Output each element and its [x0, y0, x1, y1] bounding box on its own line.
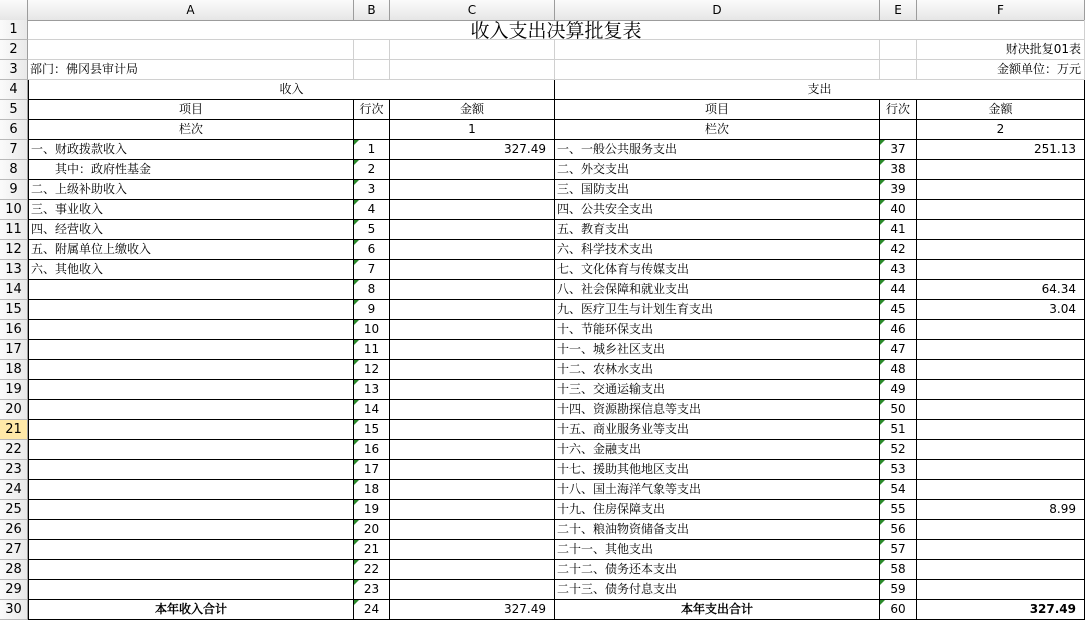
row-header[interactable]: 22	[0, 440, 28, 460]
expense-item[interactable]: 二十二、债务还本支出	[555, 560, 880, 580]
income-amount[interactable]	[390, 340, 555, 360]
income-amount-header[interactable]: 金额	[390, 100, 555, 120]
expense-row-no[interactable]: 43	[880, 260, 917, 280]
table-row	[28, 240, 1085, 260]
income-item-header[interactable]: 项目	[28, 100, 354, 120]
expense-item[interactable]: 十六、金融支出	[555, 440, 880, 460]
row-header[interactable]: 6	[0, 120, 28, 140]
expense-row-no[interactable]: 50	[880, 400, 917, 420]
income-row-no[interactable]: 1	[354, 140, 390, 160]
expense-item[interactable]: 二十三、债务付息支出	[555, 580, 880, 600]
column-header-f[interactable]: F	[917, 0, 1085, 20]
income-item[interactable]	[28, 280, 354, 300]
expense-total-row-no[interactable]: 60	[880, 600, 917, 620]
table-row	[28, 460, 1085, 480]
income-item[interactable]	[28, 580, 354, 600]
expense-item[interactable]: 十二、农林水支出	[555, 360, 880, 380]
sheet-grid[interactable]	[28, 20, 1085, 620]
income-amount[interactable]	[390, 260, 555, 280]
income-item[interactable]: 其中：政府性基金	[28, 160, 354, 180]
cell[interactable]	[354, 60, 390, 80]
income-row-no[interactable]: 5	[354, 220, 390, 240]
expense-item[interactable]: 八、社会保障和就业支出	[555, 280, 880, 300]
column-header-a[interactable]: A	[28, 0, 354, 20]
table-row	[28, 280, 1085, 300]
expense-amount[interactable]	[917, 420, 1085, 440]
cell[interactable]	[354, 40, 390, 60]
income-row-no[interactable]: 17	[354, 460, 390, 480]
income-amount[interactable]	[390, 540, 555, 560]
row-header[interactable]: 18	[0, 360, 28, 380]
select-all-corner[interactable]	[0, 0, 28, 20]
table-row	[28, 380, 1085, 400]
row-header[interactable]: 5	[0, 100, 28, 120]
cell[interactable]	[555, 40, 880, 60]
expense-amount[interactable]: 8.99	[917, 500, 1085, 520]
cell[interactable]	[28, 40, 354, 60]
income-item[interactable]	[28, 560, 354, 580]
income-header[interactable]: 收入	[28, 80, 555, 100]
row-header[interactable]: 15	[0, 300, 28, 320]
row-header[interactable]: 21	[0, 420, 28, 440]
expense-amount[interactable]	[917, 320, 1085, 340]
row-header[interactable]: 28	[0, 560, 28, 580]
expense-amount[interactable]	[917, 220, 1085, 240]
expense-row-no[interactable]: 47	[880, 340, 917, 360]
income-amount[interactable]	[390, 480, 555, 500]
income-row-no[interactable]: 13	[354, 380, 390, 400]
expense-row-no[interactable]: 59	[880, 580, 917, 600]
income-amount[interactable]	[390, 500, 555, 520]
expense-total-label[interactable]: 本年支出合计	[555, 600, 880, 620]
row-header[interactable]: 4	[0, 80, 28, 100]
expense-header[interactable]: 支出	[555, 80, 1085, 100]
unit-label[interactable]: 金额单位：万元	[917, 60, 1085, 80]
expense-amount[interactable]	[917, 240, 1085, 260]
expense-item[interactable]: 十一、城乡社区支出	[555, 340, 880, 360]
income-row-no[interactable]: 21	[354, 540, 390, 560]
expense-amount[interactable]	[917, 380, 1085, 400]
expense-amount[interactable]	[917, 400, 1085, 420]
expense-row-no[interactable]: 44	[880, 280, 917, 300]
income-row-no[interactable]: 12	[354, 360, 390, 380]
table-row	[28, 300, 1085, 320]
row-header[interactable]: 7	[0, 140, 28, 160]
table-row	[28, 400, 1085, 420]
row-header[interactable]: 27	[0, 540, 28, 560]
expense-amount[interactable]	[917, 540, 1085, 560]
income-col-number[interactable]: 1	[390, 120, 555, 140]
expense-row-no[interactable]: 46	[880, 320, 917, 340]
table-row	[28, 260, 1085, 280]
expense-item-header[interactable]: 项目	[555, 100, 880, 120]
expense-item[interactable]: 二十一、其他支出	[555, 540, 880, 560]
income-item[interactable]	[28, 400, 354, 420]
income-item[interactable]	[28, 360, 354, 380]
income-row-no[interactable]: 7	[354, 260, 390, 280]
table-row	[28, 340, 1085, 360]
income-item[interactable]	[28, 440, 354, 460]
income-amount[interactable]	[390, 520, 555, 540]
expense-item[interactable]: 一、一般公共服务支出	[555, 140, 880, 160]
expense-amount[interactable]	[917, 460, 1085, 480]
expense-lanci-label[interactable]: 栏次	[555, 120, 880, 140]
expense-row-no[interactable]: 58	[880, 560, 917, 580]
expense-amount[interactable]	[917, 200, 1085, 220]
income-item[interactable]	[28, 340, 354, 360]
income-item[interactable]	[28, 540, 354, 560]
row-header[interactable]: 8	[0, 160, 28, 180]
income-row-no[interactable]: 9	[354, 300, 390, 320]
income-row-no[interactable]: 6	[354, 240, 390, 260]
income-total-row-no[interactable]: 24	[354, 600, 390, 620]
income-row-no[interactable]: 18	[354, 480, 390, 500]
expense-item[interactable]: 六、科学技术支出	[555, 240, 880, 260]
expense-amount[interactable]	[917, 480, 1085, 500]
expense-row-no[interactable]: 57	[880, 540, 917, 560]
expense-row-no[interactable]: 37	[880, 140, 917, 160]
income-total-amount[interactable]: 327.49	[390, 600, 555, 620]
expense-row-no[interactable]: 53	[880, 460, 917, 480]
income-amount[interactable]	[390, 440, 555, 460]
row-header[interactable]: 25	[0, 500, 28, 520]
expense-amount[interactable]: 251.13	[917, 140, 1085, 160]
table-row	[28, 200, 1085, 220]
expense-item[interactable]: 十五、商业服务业等支出	[555, 420, 880, 440]
income-item[interactable]	[28, 480, 354, 500]
income-row-no[interactable]: 19	[354, 500, 390, 520]
expense-amount[interactable]: 64.34	[917, 280, 1085, 300]
income-row-no[interactable]: 15	[354, 420, 390, 440]
row-header[interactable]: 9	[0, 180, 28, 200]
cell[interactable]	[390, 40, 555, 60]
row-header[interactable]: 3	[0, 60, 28, 80]
row-header[interactable]: 24	[0, 480, 28, 500]
row-header[interactable]: 16	[0, 320, 28, 340]
income-item[interactable]	[28, 320, 354, 340]
income-amount[interactable]	[390, 460, 555, 480]
income-amount[interactable]	[390, 240, 555, 260]
income-row-no[interactable]: 22	[354, 560, 390, 580]
income-row-no[interactable]: 8	[354, 280, 390, 300]
income-row-no[interactable]: 11	[354, 340, 390, 360]
sheet-title[interactable]: 收入支出决算批复表	[28, 20, 1085, 40]
income-amount[interactable]	[390, 220, 555, 240]
expense-item[interactable]: 二十、粮油物资储备支出	[555, 520, 880, 540]
income-row-no[interactable]: 23	[354, 580, 390, 600]
income-row-no[interactable]: 20	[354, 520, 390, 540]
expense-item[interactable]: 十八、国土海洋气象等支出	[555, 480, 880, 500]
table-row	[28, 440, 1085, 460]
expense-item[interactable]: 二、外交支出	[555, 160, 880, 180]
income-amount[interactable]	[390, 420, 555, 440]
income-amount[interactable]	[390, 180, 555, 200]
expense-amount[interactable]	[917, 260, 1085, 280]
expense-row-no[interactable]: 52	[880, 440, 917, 460]
income-amount[interactable]	[390, 280, 555, 300]
expense-row-no[interactable]: 40	[880, 200, 917, 220]
table-row	[28, 220, 1085, 240]
table-row	[28, 160, 1085, 180]
expense-row-header[interactable]: 行次	[880, 100, 917, 120]
income-amount[interactable]	[390, 400, 555, 420]
expense-item[interactable]: 四、公共安全支出	[555, 200, 880, 220]
cell[interactable]	[390, 60, 555, 80]
expense-amount-header[interactable]: 金额	[917, 100, 1085, 120]
row-header-bar	[0, 20, 28, 620]
row-header[interactable]: 30	[0, 600, 28, 620]
row-header[interactable]: 23	[0, 460, 28, 480]
expense-row-no[interactable]: 56	[880, 520, 917, 540]
table-row	[28, 140, 1085, 160]
expense-amount[interactable]	[917, 180, 1085, 200]
cell[interactable]	[880, 60, 917, 80]
row-header[interactable]: 19	[0, 380, 28, 400]
expense-row-no[interactable]: 42	[880, 240, 917, 260]
expense-item[interactable]: 三、国防支出	[555, 180, 880, 200]
column-header-d[interactable]: D	[555, 0, 880, 20]
expense-item[interactable]: 十九、住房保障支出	[555, 500, 880, 520]
table-code[interactable]: 财决批复01表	[917, 40, 1085, 60]
expense-amount[interactable]	[917, 440, 1085, 460]
column-header-e[interactable]: E	[880, 0, 917, 20]
row-header[interactable]: 17	[0, 340, 28, 360]
expense-row-no[interactable]: 55	[880, 500, 917, 520]
income-item[interactable]	[28, 460, 354, 480]
table-row	[28, 420, 1085, 440]
column-header-b[interactable]: B	[354, 0, 390, 20]
table-row	[28, 320, 1085, 340]
income-item[interactable]	[28, 520, 354, 540]
row-header[interactable]: 26	[0, 520, 28, 540]
expense-col-number[interactable]: 2	[917, 120, 1085, 140]
income-item[interactable]	[28, 420, 354, 440]
row-header[interactable]: 12	[0, 240, 28, 260]
row-header[interactable]: 20	[0, 400, 28, 420]
column-header-c[interactable]: C	[390, 0, 555, 20]
expense-amount[interactable]	[917, 580, 1085, 600]
expense-row-no[interactable]: 39	[880, 180, 917, 200]
income-amount[interactable]	[390, 560, 555, 580]
row-header[interactable]: 29	[0, 580, 28, 600]
income-item[interactable]	[28, 300, 354, 320]
income-item[interactable]: 六、其他收入	[28, 260, 354, 280]
income-item[interactable]	[28, 500, 354, 520]
expense-item[interactable]: 十、节能环保支出	[555, 320, 880, 340]
income-amount[interactable]	[390, 320, 555, 340]
income-item[interactable]: 五、附属单位上缴收入	[28, 240, 354, 260]
income-item[interactable]: 二、上级补助收入	[28, 180, 354, 200]
table-row	[28, 480, 1085, 500]
expense-total-amount[interactable]: 327.49	[917, 600, 1085, 620]
cell[interactable]	[880, 120, 917, 140]
table-row	[28, 360, 1085, 380]
expense-item[interactable]: 十七、援助其他地区支出	[555, 460, 880, 480]
cell[interactable]	[354, 120, 390, 140]
expense-amount[interactable]	[917, 160, 1085, 180]
income-item[interactable]: 一、财政拨款收入	[28, 140, 354, 160]
income-item[interactable]	[28, 380, 354, 400]
income-total-label[interactable]: 本年收入合计	[28, 600, 354, 620]
cell[interactable]	[880, 40, 917, 60]
income-amount[interactable]	[390, 160, 555, 180]
expense-amount[interactable]	[917, 340, 1085, 360]
row-header[interactable]: 10	[0, 200, 28, 220]
expense-row-no[interactable]: 49	[880, 380, 917, 400]
column-header-bar	[0, 0, 1085, 21]
expense-item[interactable]: 九、医疗卫生与计划生育支出	[555, 300, 880, 320]
table-row	[28, 540, 1085, 560]
expense-amount[interactable]	[917, 560, 1085, 580]
income-row-no[interactable]: 4	[354, 200, 390, 220]
expense-row-no[interactable]: 54	[880, 480, 917, 500]
income-amount[interactable]	[390, 360, 555, 380]
income-item[interactable]: 四、经营收入	[28, 220, 354, 240]
row-header[interactable]: 2	[0, 40, 28, 60]
income-amount[interactable]	[390, 380, 555, 400]
expense-row-no[interactable]: 45	[880, 300, 917, 320]
income-amount[interactable]	[390, 580, 555, 600]
expense-amount[interactable]	[917, 520, 1085, 540]
income-row-no[interactable]: 3	[354, 180, 390, 200]
expense-item[interactable]: 五、教育支出	[555, 220, 880, 240]
income-row-no[interactable]: 10	[354, 320, 390, 340]
cell[interactable]	[555, 60, 880, 80]
row-header[interactable]: 1	[0, 20, 28, 40]
expense-row-no[interactable]: 51	[880, 420, 917, 440]
table-row	[28, 500, 1085, 520]
expense-amount[interactable]: 3.04	[917, 300, 1085, 320]
income-amount[interactable]: 327.49	[390, 140, 555, 160]
row-header[interactable]: 11	[0, 220, 28, 240]
department-label[interactable]: 部门：佛冈县审计局	[28, 60, 354, 80]
expense-row-no[interactable]: 41	[880, 220, 917, 240]
income-row-header[interactable]: 行次	[354, 100, 390, 120]
expense-row-no[interactable]: 48	[880, 360, 917, 380]
income-row-no[interactable]: 14	[354, 400, 390, 420]
expense-row-no[interactable]: 38	[880, 160, 917, 180]
table-row	[28, 520, 1085, 540]
income-row-no[interactable]: 16	[354, 440, 390, 460]
income-lanci-label[interactable]: 栏次	[28, 120, 354, 140]
income-item[interactable]: 三、事业收入	[28, 200, 354, 220]
income-amount[interactable]	[390, 200, 555, 220]
expense-amount[interactable]	[917, 360, 1085, 380]
row-header[interactable]: 13	[0, 260, 28, 280]
expense-item[interactable]: 七、文化体育与传媒支出	[555, 260, 880, 280]
expense-item[interactable]: 十三、交通运输支出	[555, 380, 880, 400]
table-row	[28, 560, 1085, 580]
income-row-no[interactable]: 2	[354, 160, 390, 180]
table-row	[28, 180, 1085, 200]
expense-item[interactable]: 十四、资源勘探信息等支出	[555, 400, 880, 420]
row-header[interactable]: 14	[0, 280, 28, 300]
table-row	[28, 580, 1085, 600]
income-amount[interactable]	[390, 300, 555, 320]
